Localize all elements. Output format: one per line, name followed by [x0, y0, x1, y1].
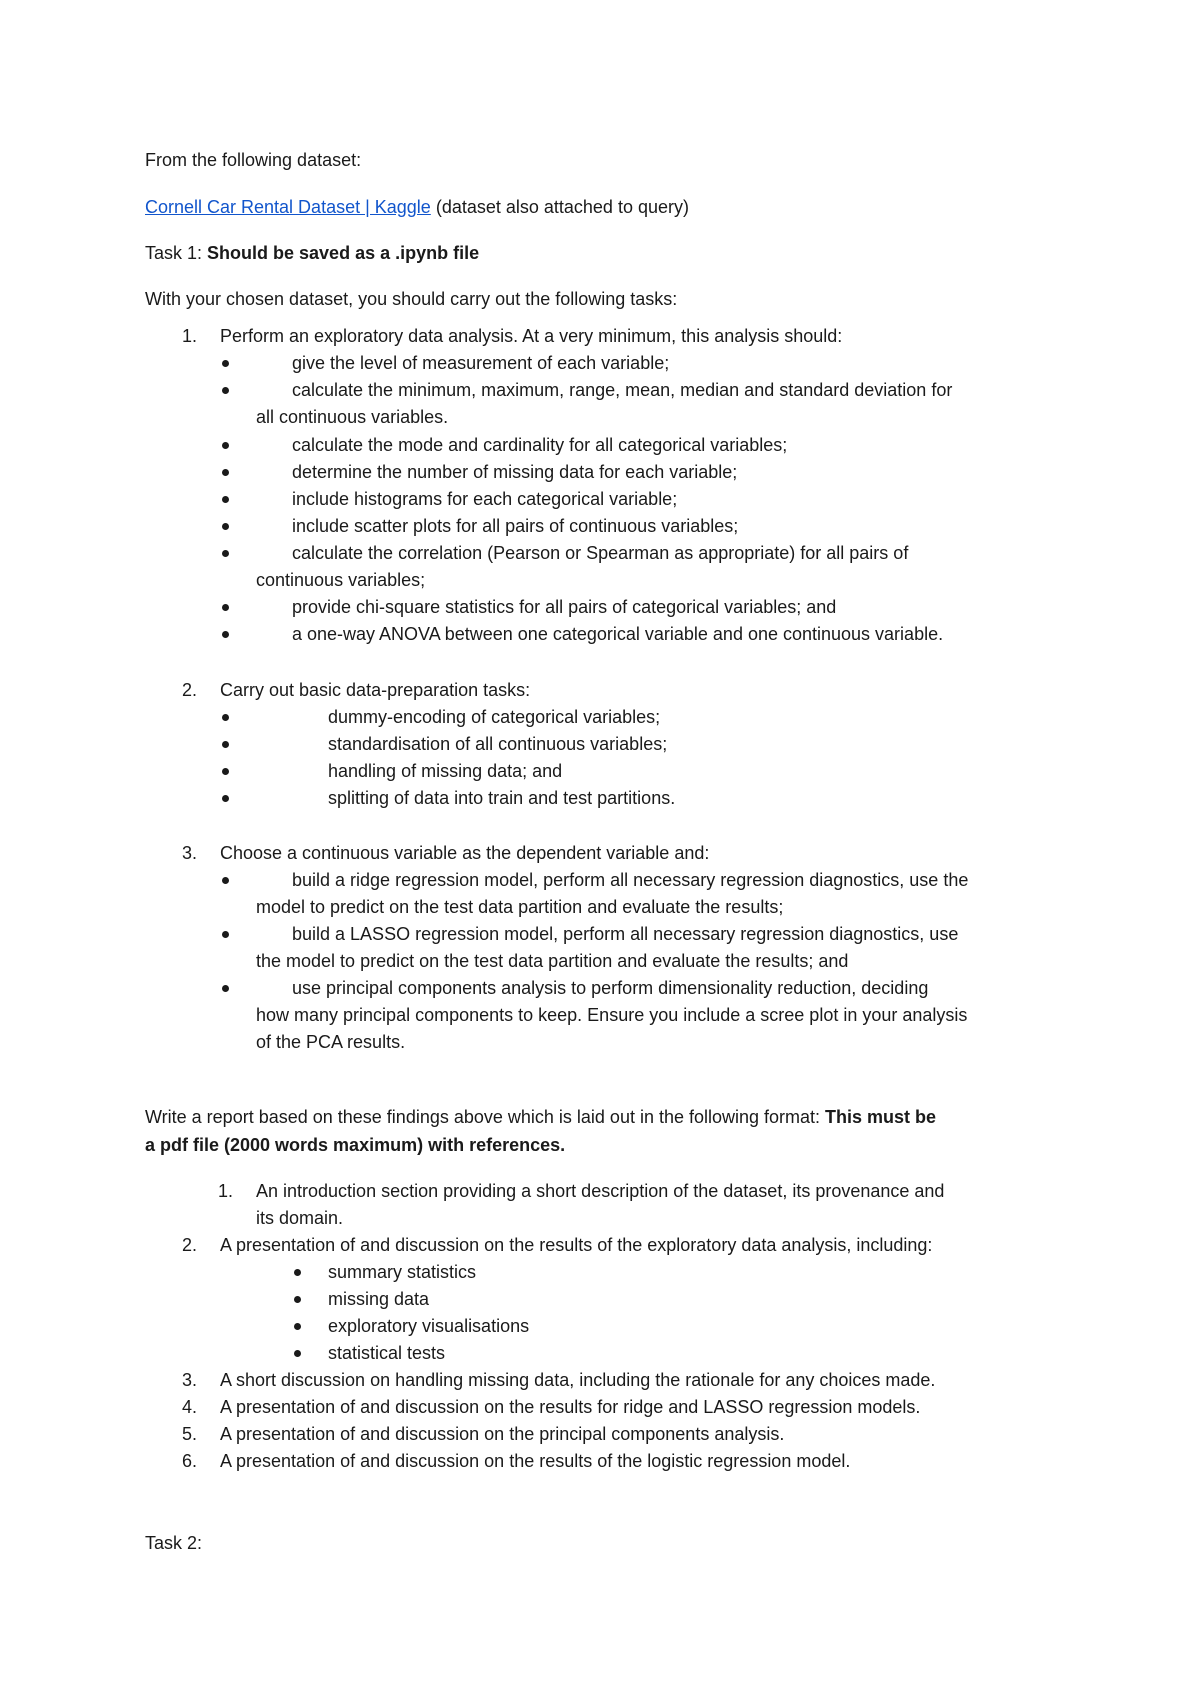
bullet-icon [222, 604, 229, 611]
item1-bullet-2-cont: all continuous variables. [256, 407, 449, 427]
item2-bullet-1: dummy-encoding of categorical variables; [328, 707, 661, 727]
bullet-icon [222, 985, 229, 992]
item1-number: 1. [182, 326, 198, 346]
item3-bullet-2-cont: the model to predict on the test data partition and evaluate the results; and [256, 951, 849, 971]
item1-bullet-8: provide chi-square statistics for all pairs of categorical variables; and [292, 597, 837, 617]
report-line-2: a pdf file (2000 words maximum) with references. [145, 1135, 566, 1155]
report-item2-number: 2. [182, 1235, 198, 1255]
item3-bullet-3-cont2: of the PCA results. [256, 1032, 406, 1052]
report-subbullet-1: summary statistics [328, 1262, 477, 1282]
report-item3-text: A short discussion on handling missing data, including the rationale for any choices made. [220, 1370, 936, 1390]
task1-instruction [145, 288, 677, 310]
task1-label-bold: Should be saved as a .ipynb file [207, 243, 480, 263]
report-item4-text: A presentation of and discussion on the results for ridge and LASSO regression models. [220, 1397, 921, 1417]
item3-bullet-1-cont: model to predict on the test data partition and evaluate the results; [256, 897, 784, 917]
bullet-icon [222, 741, 229, 748]
report-item6-number: 6. [182, 1451, 198, 1471]
bullet-icon [222, 360, 229, 367]
item1-bullet-1: give the level of measurement of each variable; [292, 353, 670, 373]
item3-bullet-3-cont1: how many principal components to keep. Ensure you include a scree plot in your analysis [256, 1005, 968, 1025]
bullet-icon [222, 768, 229, 775]
task2-heading: Task 2: [145, 1533, 203, 1553]
bullet-icon [222, 496, 229, 503]
report-line-1 [145, 1106, 936, 1128]
bullet-icon [294, 1269, 301, 1276]
bullet-icon [222, 931, 229, 938]
item2-number: 2. [182, 680, 198, 700]
bullet-icon [294, 1350, 301, 1357]
report-item1-text: An introduction section providing a short description of the dataset, its provenance and [256, 1181, 945, 1201]
report-item3-number: 3. [182, 1370, 198, 1390]
bullet-icon [222, 550, 229, 557]
item1-bullet-5: include histograms for each categorical variable; [292, 489, 678, 509]
item3-text: Choose a continuous variable as the dependent variable and: [220, 843, 710, 863]
dataset-link[interactable]: Cornell Car Rental Dataset | Kaggle [145, 197, 431, 217]
bullet-icon [222, 387, 229, 394]
report-text: Write a report based on these findings above which is laid out in the following format: [145, 1107, 826, 1127]
item2-bullet-3: handling of missing data; and [328, 761, 563, 781]
report-item5-number: 5. [182, 1424, 198, 1444]
item2-text: Carry out basic data-preparation tasks: [220, 680, 531, 700]
item1-bullet-9: a one-way ANOVA between one categorical variable and one continuous variable. [292, 624, 944, 644]
report-subbullet-2: missing data [328, 1289, 430, 1309]
item1-bullet-7: calculate the correlation (Pearson or Spearman as appropriate) for all pairs of [292, 543, 909, 563]
report-item1-cont: its domain. [256, 1208, 344, 1228]
item3-bullet-3: use principal components analysis to perform dimensionality reduction, deciding [292, 978, 929, 998]
bullet-icon [222, 714, 229, 721]
bullet-icon [222, 469, 229, 476]
report-item2-text: A presentation of and discussion on the results of the exploratory data analysis, including: [220, 1235, 933, 1255]
item2-bullet-2: standardisation of all continuous variables; [328, 734, 668, 754]
item1-bullet-4: determine the number of missing data for each variable; [292, 462, 738, 482]
report-item5-text: A presentation of and discussion on the principal components analysis. [220, 1424, 785, 1444]
bullet-icon [294, 1323, 301, 1330]
item1-bullet-3: calculate the mode and cardinality for all categorical variables; [292, 435, 788, 455]
bullet-icon [222, 442, 229, 449]
report-subbullet-3: exploratory visualisations [328, 1316, 530, 1336]
item1-bullet-2: calculate the minimum, maximum, range, mean, median and standard deviation for [292, 380, 953, 400]
item3-bullet-1: build a ridge regression model, perform all necessary regression diagnostics, use the [292, 870, 969, 890]
report-item4-number: 4. [182, 1397, 198, 1417]
item2-bullet-4: splitting of data into train and test partitions. [328, 788, 676, 808]
bullet-icon [222, 795, 229, 802]
bullet-icon [222, 631, 229, 638]
from-text: From the following dataset: [145, 150, 362, 170]
dataset-note: (dataset also attached to query) [430, 197, 689, 217]
report-bold-1: This must be [825, 1107, 937, 1127]
item1-bullet-7-cont: continuous variables; [256, 570, 426, 590]
item1-bullet-6: include scatter plots for all pairs of continuous variables; [292, 516, 739, 536]
report-subbullet-4: statistical tests [328, 1343, 446, 1363]
item3-bullet-2: build a LASSO regression model, perform all necessary regression diagnostics, use [292, 924, 959, 944]
report-item6-text: A presentation of and discussion on the results of the logistic regression model. [220, 1451, 851, 1471]
bullet-icon [294, 1296, 301, 1303]
item3-number: 3. [182, 843, 198, 863]
report-item1-number: 1. [218, 1181, 234, 1201]
bullet-icon [222, 877, 229, 884]
bullet-icon [222, 523, 229, 530]
task1-heading [145, 242, 479, 264]
dataset-line [145, 196, 689, 218]
task1-label: Task 1: [145, 243, 208, 263]
item1-text: Perform an exploratory data analysis. At a very minimum, this analysis should: [220, 326, 843, 346]
task1-instruction-text: With your chosen dataset, you should carry out the following tasks: [145, 289, 678, 309]
intro-line [145, 149, 361, 171]
